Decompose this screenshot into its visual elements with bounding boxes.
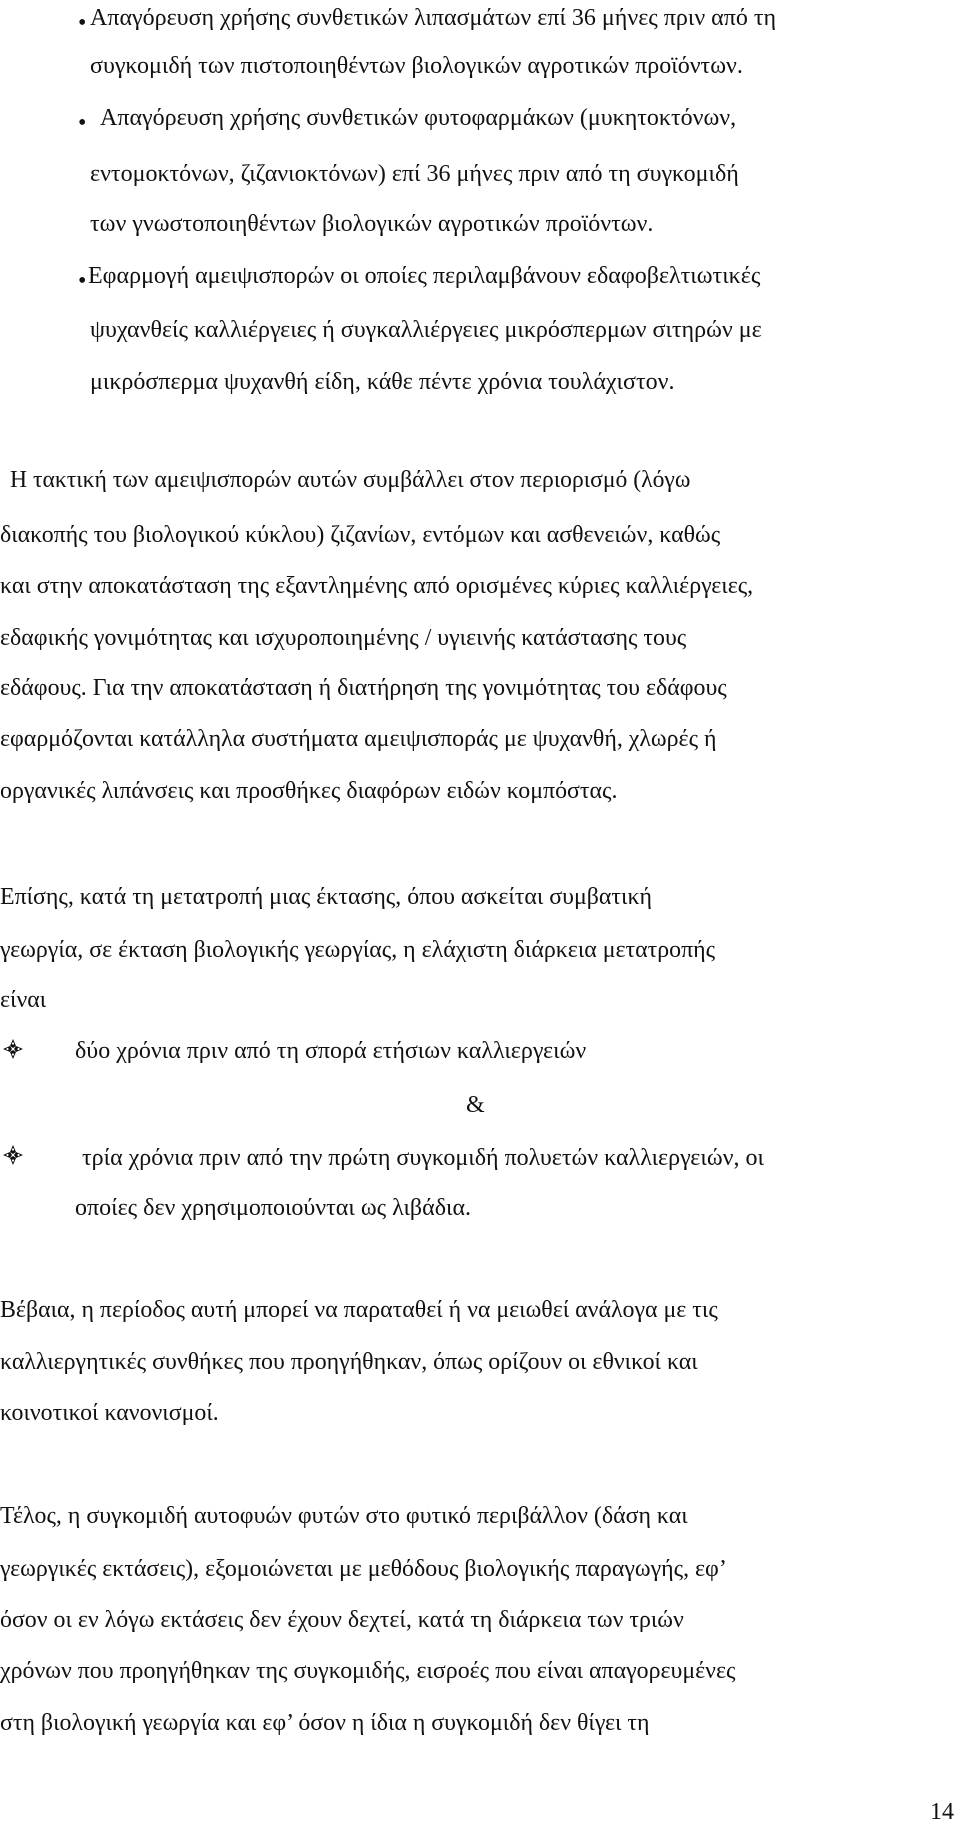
text-line: όσον οι εν λόγω εκτάσεις δεν έχουν δεχτεί, κατά τη διάρκεια των τριών [0,1607,684,1633]
text-line: συγκομιδή των πιστοποιηθέντων βιολογικών αγροτικών προϊόντων. [90,53,743,79]
text-line: εδάφους. Για την αποκατάσταση ή διατήρηση της γονιμότητας του εδάφους [0,675,727,701]
text-line: στη βιολογική γεωργία και εφ’ όσον η ίδια η συγκομιδή δεν θίγει τη [0,1710,650,1736]
text-line: εδαφικής γονιμότητας και ισχυροποιημένης / υγιεινής κατάστασης τους [0,625,687,651]
diamond-bullet-icon [2,1144,24,1166]
text-line: διακοπής του βιολογικού κύκλου) ζιζανίων, εντόμων και ασθενειών, καθώς [0,522,721,548]
text-line: γεωργικές εκτάσεις), εξομοιώνεται με μεθόδους βιολογικής παραγωγής, εφ’ [0,1556,727,1582]
text-line: και στην αποκατάσταση της εξαντλημένης από ορισμένες κύριες καλλιέργειες, [0,573,754,599]
text-line: Εφαρμογή αμειψισπορών οι οποίες περιλαμβάνουν εδαφοβελτιωτικές [88,263,761,289]
text-line: χρόνων που προηγήθηκαν της συγκομιδής, εισροές που είναι απαγορευμένες [0,1658,736,1684]
text-line: είναι [0,987,47,1013]
text-line: εφαρμόζονται κατάλληλα συστήματα αμειψισποράς με ψυχανθή, χλωρές ή [0,726,717,752]
text-line: οργανικές λιπάνσεις και προσθήκες διαφόρων ειδών κομπόστας. [0,778,618,804]
text-line: καλλιεργητικές συνθήκες που προηγήθηκαν, όπως ορίζουν οι εθνικοί και [0,1349,698,1375]
text-line: γεωργία, σε έκταση βιολογικής γεωργίας, η ελάχιστη διάρκεια μετατροπής [0,937,716,963]
text-line: των γνωστοποιηθέντων βιολογικών αγροτικών προϊόντων. [90,211,654,237]
text-line: ψυχανθείς καλλιέργειες ή συγκαλλιέργειες μικρόσπερμων σιτηρών με [90,317,762,343]
separator-ampersand: & [466,1092,485,1118]
text-line: οποίες δεν χρησιμοποιούνται ως λιβάδια. [75,1195,472,1221]
bullet-dot-icon: • [78,10,87,36]
page-number: 14 [930,1799,954,1825]
text-line: Η τακτική των αμειψισπορών αυτών συμβάλλει στον περιορισμό (λόγω [10,467,691,493]
text-line: Απαγόρευση χρήσης συνθετικών φυτοφαρμάκων (μυκητοκτόνων, [100,105,737,131]
text-line: Απαγόρευση χρήσης συνθετικών λιπασμάτων επί 36 μήνες πριν από τη [90,5,777,31]
text-line: Τέλος, η συγκομιδή αυτοφυών φυτών στο φυτικό περιβάλλον (δάση και [0,1503,688,1529]
text-line: τρία χρόνια πριν από την πρώτη συγκομιδή πολυετών καλλιεργειών, οι [82,1145,764,1171]
text-line: εντομοκτόνων, ζιζανιοκτόνων) επί 36 μήνες πριν από τη συγκομιδή [90,161,739,187]
text-line: μικρόσπερμα ψυχανθή είδη, κάθε πέντε χρόνια τουλάχιστον. [90,369,675,395]
text-line: Βέβαια, η περίοδος αυτή μπορεί να παραταθεί ή να μειωθεί ανάλογα με τις [0,1297,718,1323]
bullet-dot-icon: • [78,268,87,294]
bullet-dot-icon: • [78,110,87,136]
diamond-bullet-icon [2,1038,24,1060]
text-line: δύο χρόνια πριν από τη σπορά ετήσιων καλλιεργειών [75,1038,587,1064]
text-line: Επίσης, κατά τη μετατροπή μιας έκτασης, όπου ασκείται συμβατική [0,884,652,910]
text-line: κοινοτικοί κανονισμοί. [0,1400,219,1426]
